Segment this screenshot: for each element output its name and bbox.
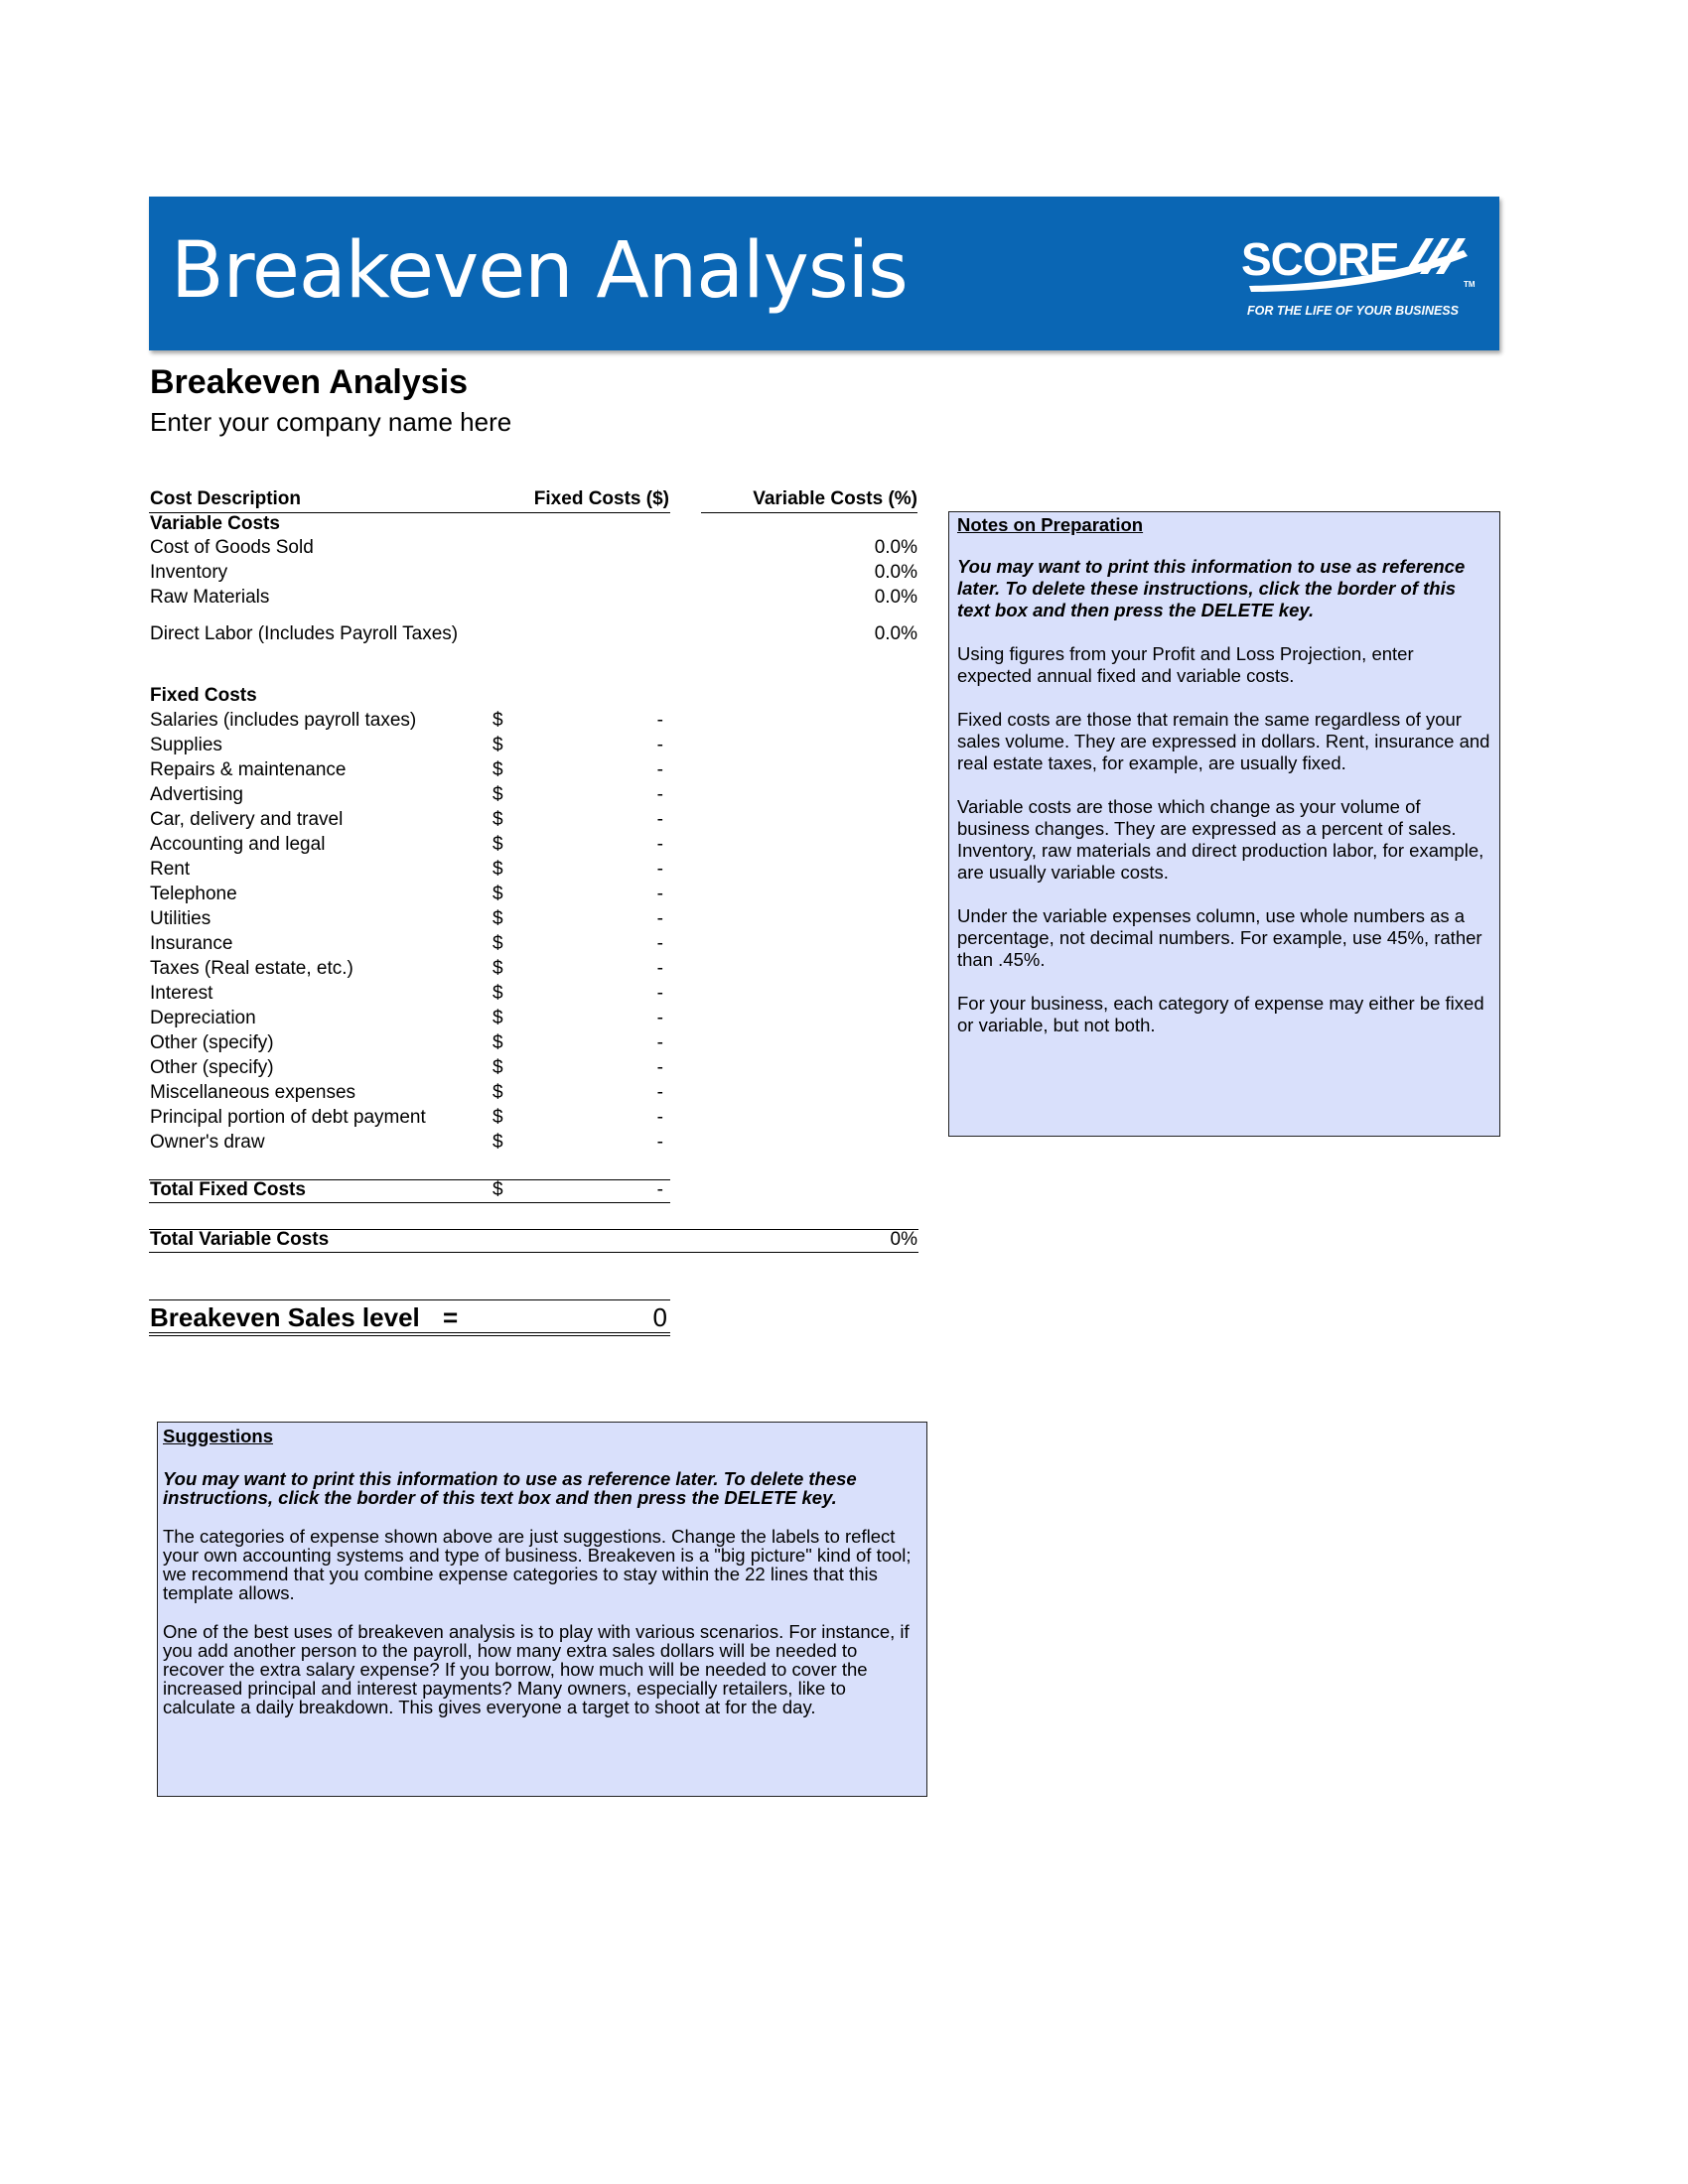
breakeven-label-text: Breakeven Sales level: [150, 1302, 420, 1332]
breakeven-value: 0: [652, 1302, 667, 1332]
fixed-cost-label: Miscellaneous expenses: [150, 1082, 356, 1103]
notes-title: Notes on Preparation: [957, 514, 1144, 535]
fixed-cost-label: Utilities: [150, 908, 211, 929]
fixed-cost-currency: $: [492, 958, 503, 979]
variable-cost-label: Raw Materials: [150, 587, 270, 608]
variable-cost-value[interactable]: 0.0%: [874, 623, 917, 644]
fixed-cost-currency: $: [492, 1032, 503, 1053]
fixed-cost-currency: $: [492, 1132, 503, 1153]
fixed-cost-label: Repairs & maintenance: [150, 759, 347, 780]
fixed-cost-currency: $: [492, 710, 503, 731]
fixed-cost-label: Car, delivery and travel: [150, 809, 344, 830]
fixed-cost-value[interactable]: -: [656, 1132, 663, 1153]
logo-wordmark: SCORE: [1241, 233, 1399, 285]
fixed-cost-value[interactable]: -: [656, 1057, 663, 1078]
total-variable-value: 0%: [890, 1229, 917, 1250]
fixed-cost-label: Accounting and legal: [150, 834, 326, 855]
suggestions-instruction: You may want to print this information to use as reference later. To delete these instructions, click the border of this text box and then press the DELETE key.: [163, 1468, 857, 1508]
fixed-cost-value[interactable]: -: [656, 735, 663, 755]
fixed-cost-currency: $: [492, 834, 503, 855]
fixed-cost-value[interactable]: -: [656, 884, 663, 904]
col-header-fixed: Fixed Costs ($): [533, 488, 669, 509]
suggestions-paragraphs: [163, 1527, 921, 1716]
total-fixed-value: -: [656, 1179, 663, 1200]
fixed-cost-label: Taxes (Real estate, etc.): [150, 958, 353, 979]
fixed-cost-label: Depreciation: [150, 1008, 256, 1028]
fixed-cost-value[interactable]: -: [656, 784, 663, 805]
fixed-cost-currency: $: [492, 983, 503, 1004]
fixed-cost-currency: $: [492, 1107, 503, 1128]
fixed-cost-label: Other (specify): [150, 1032, 274, 1053]
fixed-cost-value[interactable]: -: [656, 1032, 663, 1053]
fixed-cost-label: Telephone: [150, 884, 237, 904]
fixed-cost-value[interactable]: -: [656, 759, 663, 780]
breakeven-label: [150, 1302, 458, 1333]
total-variable-bottomline: [149, 1252, 918, 1253]
breakeven-equals: =: [443, 1302, 459, 1332]
notes-paragraph: Variable costs are those which change as your volume of business changes. They are expressed as a percent of sales. Inventory, raw materials and direct production labor, for example, are usually variable costs.: [957, 796, 1484, 883]
total-fixed-currency: $: [492, 1179, 503, 1200]
fixed-cost-currency: $: [492, 884, 503, 904]
fixed-cost-label: Principal portion of debt payment: [150, 1107, 426, 1128]
fixed-cost-currency: $: [492, 933, 503, 954]
fixed-cost-currency: $: [492, 859, 503, 880]
fixed-cost-label: Salaries (includes payroll taxes): [150, 710, 417, 731]
logo-tagline: FOR THE LIFE OF YOUR BUSINESS: [1247, 304, 1459, 318]
fixed-cost-currency: $: [492, 759, 503, 780]
logo-trademark: TM: [1464, 280, 1476, 289]
suggestions-title: Suggestions: [163, 1426, 274, 1446]
fixed-cost-currency: $: [492, 784, 503, 805]
fixed-cost-currency: $: [492, 735, 503, 755]
fixed-cost-label: Advertising: [150, 784, 243, 805]
suggestions-box[interactable]: [157, 1422, 927, 1797]
variable-cost-value[interactable]: 0.0%: [874, 562, 917, 583]
fixed-cost-currency: $: [492, 908, 503, 929]
variable-cost-label: Inventory: [150, 562, 228, 583]
fixed-cost-label: Other (specify): [150, 1057, 274, 1078]
fixed-cost-value[interactable]: -: [656, 809, 663, 830]
total-fixed-label: Total Fixed Costs: [150, 1179, 306, 1200]
suggestions-paragraph: The categories of expense shown above are just suggestions. Change the labels to reflect your own accounting systems and type of business. Breakeven is a "big picture" kind of tool; we recommend that you combine expense categories to stay within the 22 lines that this template allows.: [163, 1526, 912, 1603]
fixed-cost-value[interactable]: -: [656, 859, 663, 880]
header-underline-variable: [701, 512, 917, 513]
variable-section-label: Variable Costs: [150, 513, 280, 534]
suggestions-paragraph: One of the best uses of breakeven analysis is to play with various scenarios. For instance, if you add another person to the payroll, how many extra sales dollars will be needed to recover the extra salary expense? If you borrow, how much will be needed to cover the increased principal and interest payments? Many owners, especially retailers, like to calculate a daily breakdown. This gives everyone a target to shoot at for the day.: [163, 1621, 910, 1717]
fixed-cost-currency: $: [492, 1082, 503, 1103]
col-header-variable: Variable Costs (%): [753, 488, 917, 509]
fixed-cost-label: Owner's draw: [150, 1132, 265, 1153]
breakeven-topline: [149, 1299, 670, 1300]
fixed-cost-value[interactable]: -: [656, 983, 663, 1004]
notes-paragraph: Fixed costs are those that remain the same regardless of your sales volume. They are expressed in dollars. Rent, insurance and real estate taxes, for example, are usually fixed.: [957, 709, 1490, 773]
banner-title: Breakeven Analysis: [171, 226, 908, 316]
total-variable-label: Total Variable Costs: [150, 1229, 330, 1250]
variable-cost-value[interactable]: 0.0%: [874, 587, 917, 608]
total-fixed-bottomline: [149, 1202, 670, 1203]
variable-cost-value[interactable]: 0.0%: [874, 537, 917, 558]
notes-instruction: You may want to print this information to use as reference later. To delete these instructions, click the border of this text box and then press the DELETE key.: [957, 556, 1466, 620]
notes-paragraph: Under the variable expenses column, use whole numbers as a percentage, not decimal numbers. For example, use 45%, rather than .45%.: [957, 905, 1482, 970]
fixed-cost-value[interactable]: -: [656, 1082, 663, 1103]
variable-cost-label: Cost of Goods Sold: [150, 537, 314, 558]
fixed-cost-value[interactable]: -: [656, 834, 663, 855]
fixed-cost-label: Interest: [150, 983, 213, 1004]
fixed-cost-currency: $: [492, 1057, 503, 1078]
fixed-cost-value[interactable]: -: [656, 908, 663, 929]
fixed-cost-currency: $: [492, 1008, 503, 1028]
fixed-cost-value[interactable]: -: [656, 1107, 663, 1128]
fixed-cost-value[interactable]: -: [656, 1008, 663, 1028]
fixed-cost-label: Rent: [150, 859, 191, 880]
fixed-cost-value[interactable]: -: [656, 933, 663, 954]
header-banner: [149, 197, 1499, 350]
notes-paragraph: For your business, each category of expense may either be fixed or variable, but not both.: [957, 993, 1484, 1035]
fixed-cost-currency: $: [492, 809, 503, 830]
fixed-cost-value[interactable]: -: [656, 710, 663, 731]
notes-on-preparation-box[interactable]: [948, 511, 1500, 1137]
notes-paragraph: Using figures from your Profit and Loss Projection, enter expected annual fixed and variable costs.: [957, 643, 1414, 686]
score-logo: [1229, 232, 1487, 322]
page-title: Breakeven Analysis: [150, 363, 469, 401]
fixed-section-label: Fixed Costs: [150, 685, 257, 706]
company-name[interactable]: Enter your company name here: [150, 407, 512, 437]
breakeven-double-underline: [149, 1332, 670, 1336]
fixed-cost-label: Insurance: [150, 933, 233, 954]
notes-paragraphs: [957, 643, 1491, 1036]
variable-cost-label: Direct Labor (Includes Payroll Taxes): [150, 623, 459, 644]
fixed-cost-label: Supplies: [150, 735, 222, 755]
fixed-cost-value[interactable]: -: [656, 958, 663, 979]
col-header-description: Cost Description: [150, 488, 302, 509]
